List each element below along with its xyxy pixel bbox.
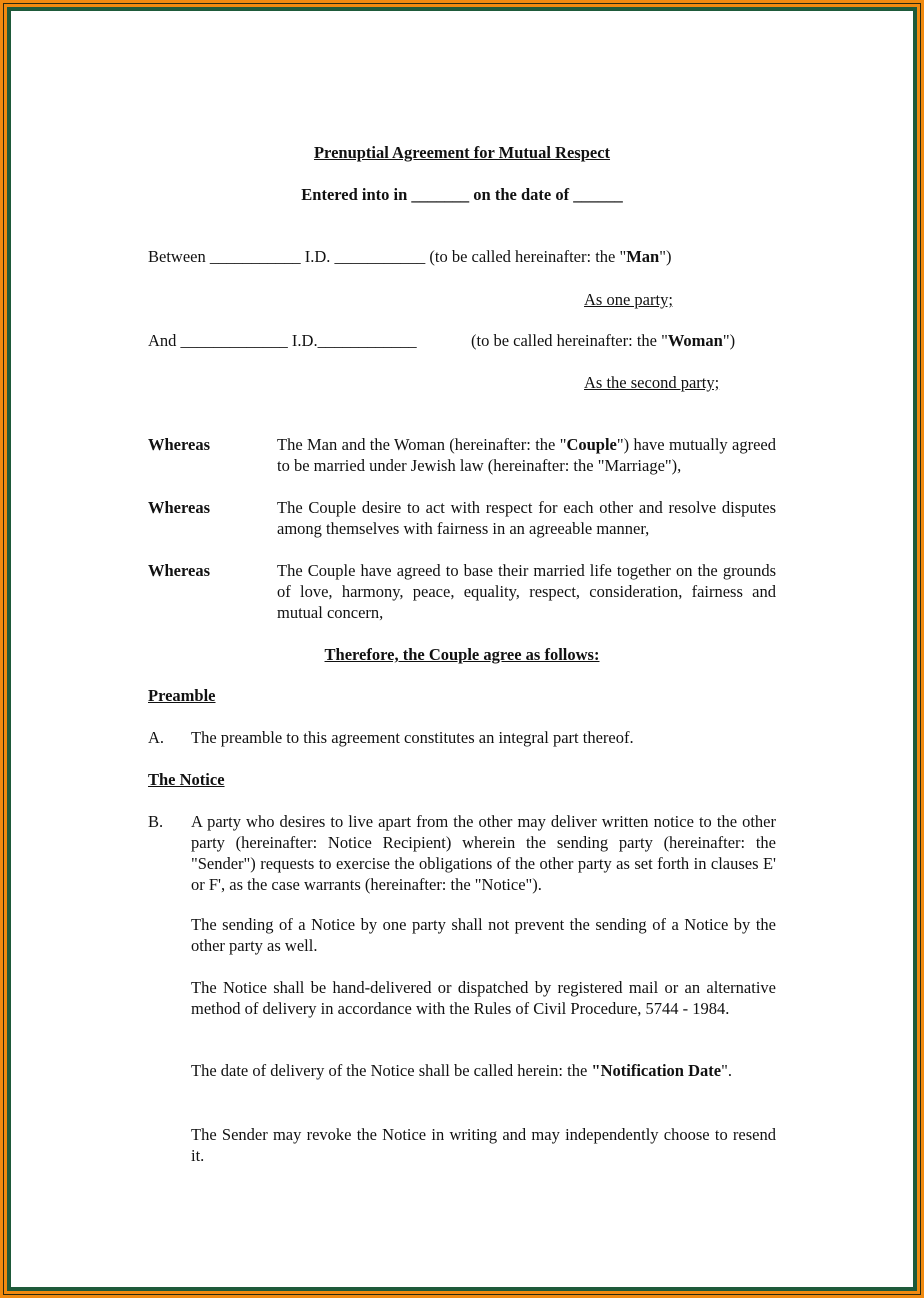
woman-party-line: And _____________ I.D.____________ <box>148 331 417 350</box>
clause-letter: B. <box>148 812 164 831</box>
whereas-label: Whereas <box>148 561 211 580</box>
woman-party-paren <box>471 330 735 351</box>
whereas-text-bold: Couple <box>566 435 617 454</box>
notice-paragraph: The Sender may revoke the Notice in writing and may independently choose to resend it. <box>191 1125 776 1165</box>
preamble-heading: Preamble <box>148 686 216 705</box>
preamble-text: The preamble to this agreement constitutes an integral part thereof. <box>191 728 634 747</box>
notice-paragraph <box>191 1060 776 1081</box>
entered-line: Entered into in _______ on the date of ______ <box>301 185 623 204</box>
whereas-text: The Couple have agreed to base their married life together on the grounds of love, harmony, peace, equality, respect, consideration, fairness and mutual concern, <box>277 561 776 622</box>
notice-p4-text: The date of delivery of the Notice shall be called herein: the <box>191 1061 592 1080</box>
notice-p4-close: ". <box>721 1061 732 1080</box>
notice-paragraph: A party who desires to live apart from the other may deliver written notice to the other party (hereinafter: Notice Recipient) wherein the sending party (hereinafter: the "Sender") requests to exercise the obligations of the other party as set forth in clauses E' or F', as the case warrants (hereinafter: the "Notice"). <box>191 812 776 894</box>
notice-heading: The Notice <box>148 770 225 789</box>
document-title: Prenuptial Agreement for Mutual Respect <box>313 143 611 162</box>
woman-paren-text: (to be called hereinafter: the " <box>471 331 668 350</box>
woman-paren-close: ") <box>722 331 736 350</box>
whereas-text: The Couple desire to act with respect for each other and resolve disputes among themselves with fairness in an agreeable manner, <box>277 498 776 538</box>
whereas-text-post: ") have mutually agreed to be married under Jewish law (hereinafter: the "Marriage"), <box>277 435 776 475</box>
man-party-line <box>148 246 671 267</box>
therefore-heading: Therefore, the Couple agree as follows: <box>324 645 600 664</box>
man-role: As one party; <box>584 290 673 309</box>
man-label: Man <box>626 247 660 266</box>
notification-date-term: "Notification Date <box>591 1061 722 1080</box>
woman-label: Woman <box>667 331 723 350</box>
notice-paragraph: The sending of a Notice by one party shall not prevent the sending of a Notice by the other party as well. <box>191 915 776 955</box>
man-line-close: ") <box>659 247 672 266</box>
whereas-text-pre: The Man and the Woman (hereinafter: the " <box>277 435 567 454</box>
notice-paragraph: The Notice shall be hand-delivered or dispatched by registered mail or an alternative method of delivery in accordance with the Rules of Civil Procedure, 5744 - 1984. <box>191 978 776 1018</box>
man-line-text: Between ___________ I.D. ___________ (to be called hereinafter: the " <box>148 247 627 266</box>
whereas-label: Whereas <box>148 435 211 454</box>
whereas-text <box>277 434 776 476</box>
woman-role: As the second party; <box>584 373 720 392</box>
clause-letter: A. <box>148 728 165 747</box>
whereas-label: Whereas <box>148 498 211 517</box>
